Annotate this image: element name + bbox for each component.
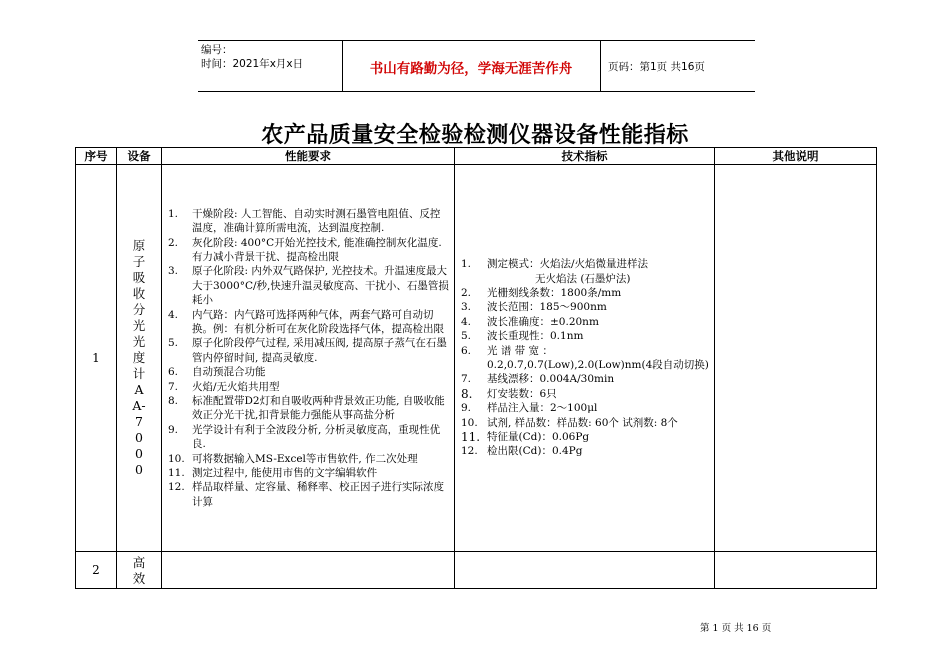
list-item: 7. 火焰/无火焰共用型 <box>168 380 280 393</box>
list-item: 3. 波长范围：185～900nm <box>461 301 607 314</box>
list-item: 7. 基线漂移：0.004A/30min <box>461 373 615 386</box>
tech-list <box>455 257 714 459</box>
device-cell <box>117 165 162 552</box>
list-item: 1. 测定模式：火焰法/火焰微量进样法 无火焰法 (石墨炉法) <box>461 258 649 285</box>
row-number: 1 <box>76 165 117 552</box>
header-meta <box>201 43 303 71</box>
row-number: 2 <box>76 552 117 589</box>
page-header <box>198 40 755 92</box>
number-label: 编号： <box>201 44 233 56</box>
list-item: 12. 检出限(Cd)：0.4Pg <box>461 445 583 458</box>
tech-cell <box>455 165 715 552</box>
notes-cell <box>715 552 877 589</box>
list-item: 8. 灯安装数：6只 <box>461 386 557 401</box>
col-header-performance: 性能要求 <box>162 148 455 165</box>
device-name: 原子吸收分光光度计AA-7000 <box>132 238 146 477</box>
list-item: 11. 特征量(Cd)：0.06Pg <box>461 430 590 445</box>
col-header-device: 设备 <box>117 148 162 165</box>
col-header-no: 序号 <box>76 148 117 165</box>
list-item: 8. 标准配置带D2灯和自吸收两种背景效正功能, 自吸收能效正分光干扰,扣背景能力强能从事高盐分析 <box>168 395 445 422</box>
performance-cell <box>162 552 455 589</box>
page-footer: 第 1 页 共 16 页 <box>700 623 772 634</box>
tech-cell <box>455 552 715 589</box>
time-label: 时间：2021年x月x日 <box>201 58 304 70</box>
list-item: 2. 灰化阶段: 400°C开始光控技术, 能准确控制灰化温度.有力减小背景干扰、提高检出限 <box>168 236 442 263</box>
list-item: 5. 波长重现性：0.1nm <box>461 330 584 343</box>
table-row <box>76 552 877 589</box>
list-item: 10. 可将数据输入MS-Excel等市售软件, 作二次处理 <box>168 452 418 465</box>
notes-cell <box>715 165 877 552</box>
col-header-notes: 其他说明 <box>715 148 877 165</box>
header-motto: 书山有路勤为径，学海无涯苦作舟 <box>369 61 573 77</box>
list-item: 6. 自动预混合功能 <box>168 366 266 379</box>
list-item: 3. 原子化阶段: 内外双气路保护, 光控技术。升温速度最大大于3000°C/秒,快速升温灵敏度高、干扰小、石墨管损耗小 <box>168 265 449 307</box>
spec-table <box>75 147 877 589</box>
list-item: 1. 干燥阶段: 人工智能、自动实时测石墨管电阻值、反控温度，准确计算所需电流，达到温度控制. <box>168 207 441 235</box>
list-item: 4. 波长准确度：±0.20nm <box>461 315 599 328</box>
table-row <box>76 165 877 552</box>
performance-cell <box>162 165 455 552</box>
device-name: 高效 <box>132 555 146 586</box>
document-title: 农产品质量安全检验检测仪器设备性能指标 <box>261 123 689 148</box>
list-item: 9. 样品注入量：2～100μl <box>461 402 598 415</box>
list-item: 4. 内气路：内气路可选择两种气体，两套气路可自动切换。例：有机分析可在灰化阶段选择气体，提高检出限 <box>168 308 444 335</box>
header-divider <box>600 41 601 91</box>
device-cell <box>117 552 162 589</box>
list-item: 10. 试剂, 样品数：样品数: 60个 试剂数: 8个 <box>461 416 678 429</box>
list-item: 6. 光 谱 带 宽 ： 0.2,0.7,0.7(Low),2.0(Low)nm(4段自动切换) <box>461 344 709 371</box>
header-divider <box>342 41 343 91</box>
list-item: 12. 样品取样量、定容量、稀释率、校正因子进行实际浓度计算 <box>168 481 444 508</box>
page-code: 页码：第1页 共16页 <box>608 61 705 73</box>
table-header-row <box>76 148 877 165</box>
performance-list <box>162 207 454 510</box>
col-header-tech: 技术指标 <box>455 148 715 165</box>
list-item: 5. 原子化阶段停气过程, 采用减压阀, 提高原子蒸气在石墨管内停留时间, 提高灵敏度. <box>168 337 447 364</box>
list-item: 2. 光栅刻线条数：1800条/mm <box>461 286 622 299</box>
list-item: 11. 测定过程中, 能使用市售的文字编辑软件 <box>168 467 378 480</box>
list-item: 9. 光学设计有利于全波段分析, 分析灵敏度高，重现性优良. <box>168 423 441 451</box>
